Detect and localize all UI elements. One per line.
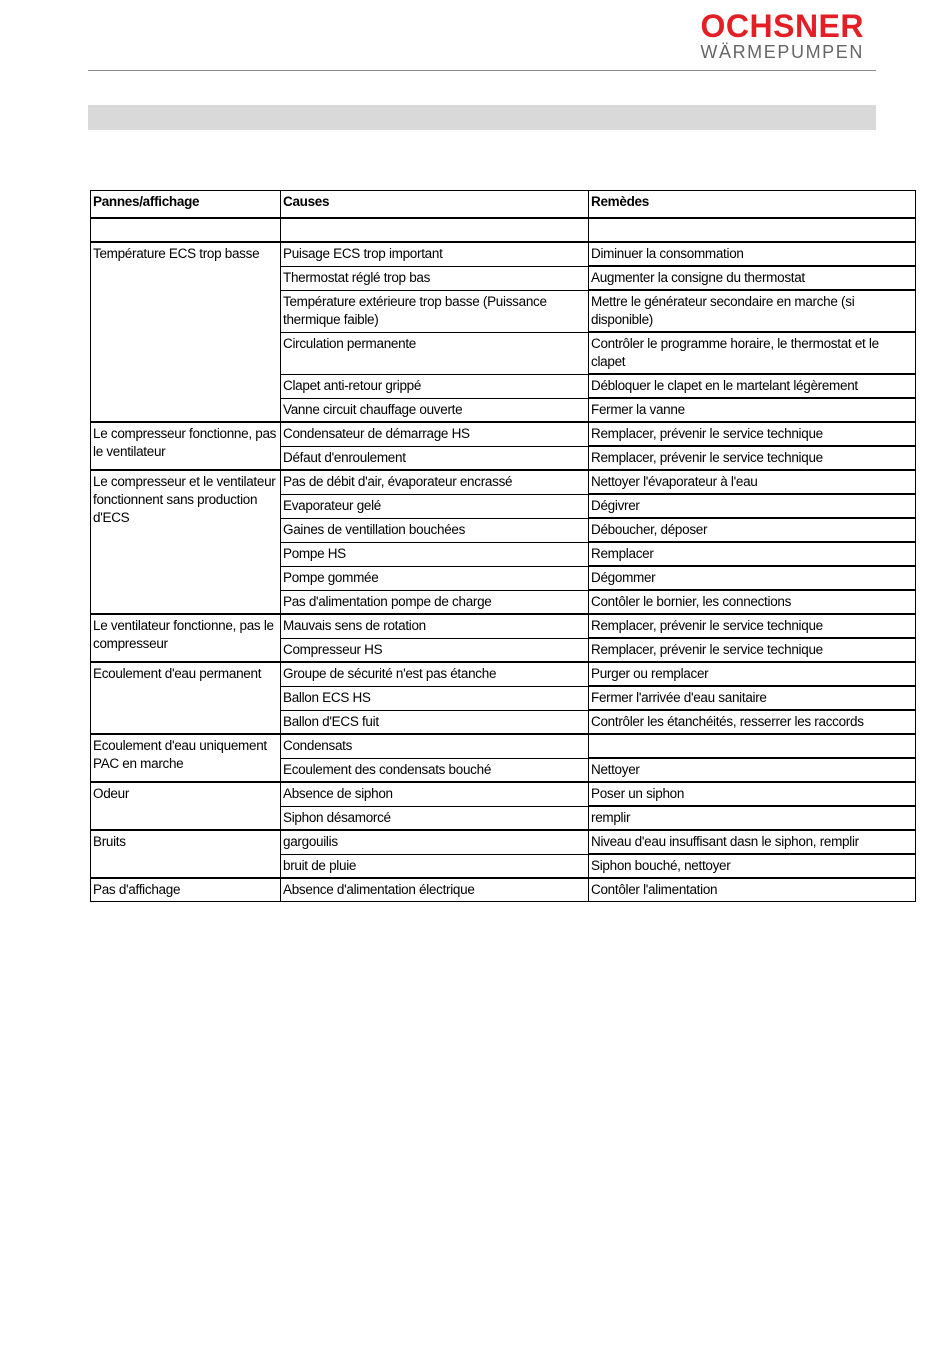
cause-cell: Ballon ECS HS bbox=[281, 686, 589, 710]
remedy-cell: Contôler l'alimentation bbox=[589, 878, 916, 902]
remedy-cell: Diminuer la consommation bbox=[589, 242, 916, 266]
remedy-cell: Contôler le bornier, les connections bbox=[589, 590, 916, 614]
table-body bbox=[91, 218, 916, 902]
remedy-cell bbox=[589, 734, 916, 758]
remedy-cell: Remplacer, prévenir le service technique bbox=[589, 638, 916, 662]
cause-cell: Ballon d'ECS fuit bbox=[281, 710, 589, 734]
cause-cell: Mauvais sens de rotation bbox=[281, 614, 589, 638]
cause-cell: gargouilis bbox=[281, 830, 589, 854]
remedy-cell: Dégommer bbox=[589, 566, 916, 590]
remedy-cell: Niveau d'eau insuffisant dasn le siphon, remplir bbox=[589, 830, 916, 854]
table-row bbox=[91, 614, 916, 638]
problem-cell: Le compresseur et le ventilateur fonctionnent sans production d'ECS bbox=[91, 470, 281, 614]
ochsner-logo bbox=[700, 10, 864, 62]
troubleshooting-table bbox=[90, 190, 916, 902]
problem-cell: Le compresseur fonctionne, pas le ventilateur bbox=[91, 422, 281, 470]
cause-cell: Absence d'alimentation électrique bbox=[281, 878, 589, 902]
remedy-cell: Remplacer bbox=[589, 542, 916, 566]
cause-cell: bruit de pluie bbox=[281, 854, 589, 878]
remedy-cell: Siphon bouché, nettoyer bbox=[589, 854, 916, 878]
table-row bbox=[91, 470, 916, 494]
remedy-cell: Purger ou remplacer bbox=[589, 662, 916, 686]
cause-cell: Evaporateur gelé bbox=[281, 494, 589, 518]
cause-cell: Pas de débit d'air, évaporateur encrassé bbox=[281, 470, 589, 494]
remedy-cell: Poser un siphon bbox=[589, 782, 916, 806]
table-row bbox=[91, 242, 916, 266]
cause-cell: Condensateur de démarrage HS bbox=[281, 422, 589, 446]
cause-cell: Pompe HS bbox=[281, 542, 589, 566]
cause-cell: Ecoulement des condensats bouché bbox=[281, 758, 589, 782]
header-row bbox=[91, 191, 916, 219]
cause-cell: Compresseur HS bbox=[281, 638, 589, 662]
table-row bbox=[91, 734, 916, 758]
problem-cell: Bruits bbox=[91, 830, 281, 878]
cause-cell: Puisage ECS trop important bbox=[281, 242, 589, 266]
table-row bbox=[91, 218, 916, 242]
problem-cell bbox=[91, 218, 281, 242]
cause-cell: Température extérieure trop basse (Puissance thermique faible) bbox=[281, 290, 589, 332]
remedy-cell: Augmenter la consigne du thermostat bbox=[589, 266, 916, 290]
remedy-cell: Fermer la vanne bbox=[589, 398, 916, 422]
remedy-cell: Remplacer, prévenir le service technique bbox=[589, 422, 916, 446]
cause-cell: Groupe de sécurité n'est pas étanche bbox=[281, 662, 589, 686]
problem-cell: Odeur bbox=[91, 782, 281, 830]
remedy-cell: Remplacer, prévenir le service technique bbox=[589, 446, 916, 470]
cause-cell: Gaines de ventillation bouchées bbox=[281, 518, 589, 542]
logo-name: OCHSNER bbox=[700, 8, 864, 44]
table-row bbox=[91, 662, 916, 686]
header-remedes: Remèdes bbox=[589, 191, 916, 219]
header-causes: Causes bbox=[281, 191, 589, 219]
remedy-cell: Fermer l'arrivée d'eau sanitaire bbox=[589, 686, 916, 710]
cause-cell bbox=[281, 218, 589, 242]
remedy-cell: Contrôler les étanchéités, resserrer les raccords bbox=[589, 710, 916, 734]
header-pannes: Pannes/affichage bbox=[91, 191, 281, 219]
problem-cell: Pas d'affichage bbox=[91, 878, 281, 902]
cause-cell: Pas d'alimentation pompe de charge bbox=[281, 590, 589, 614]
table-row bbox=[91, 422, 916, 446]
cause-cell: Clapet anti-retour grippé bbox=[281, 374, 589, 398]
cause-cell: Condensats bbox=[281, 734, 589, 758]
cause-cell: Absence de siphon bbox=[281, 782, 589, 806]
cause-cell: Pompe gommée bbox=[281, 566, 589, 590]
cause-cell: Défaut d'enroulement bbox=[281, 446, 589, 470]
remedy-cell: Dégivrer bbox=[589, 494, 916, 518]
problem-cell: Ecoulement d'eau uniquement PAC en marche bbox=[91, 734, 281, 782]
cause-cell: Vanne circuit chauffage ouverte bbox=[281, 398, 589, 422]
cause-cell: Circulation permanente bbox=[281, 332, 589, 374]
remedy-cell: Remplacer, prévenir le service technique bbox=[589, 614, 916, 638]
remedy-cell bbox=[589, 218, 916, 242]
header-divider bbox=[88, 70, 876, 71]
section-band bbox=[88, 105, 876, 130]
problem-cell: Le ventilateur fonctionne, pas le compresseur bbox=[91, 614, 281, 662]
table-row bbox=[91, 830, 916, 854]
cause-cell: Thermostat réglé trop bas bbox=[281, 266, 589, 290]
remedy-cell: Nettoyer bbox=[589, 758, 916, 782]
remedy-cell: Mettre le générateur secondaire en marche (si disponible) bbox=[589, 290, 916, 332]
cause-cell: Siphon désamorcé bbox=[281, 806, 589, 830]
remedy-cell: Débloquer le clapet en le martelant légèrement bbox=[589, 374, 916, 398]
remedy-cell: Nettoyer l'évaporateur à l'eau bbox=[589, 470, 916, 494]
remedy-cell: Déboucher, déposer bbox=[589, 518, 916, 542]
remedy-cell: Contrôler le programme horaire, le thermostat et le clapet bbox=[589, 332, 916, 374]
problem-cell: Ecoulement d'eau permanent bbox=[91, 662, 281, 734]
problem-cell: Température ECS trop basse bbox=[91, 242, 281, 422]
table-row bbox=[91, 878, 916, 902]
table-row bbox=[91, 782, 916, 806]
remedy-cell: remplir bbox=[589, 806, 916, 830]
logo-subtitle: WÄRMEPUMPEN bbox=[700, 42, 864, 62]
